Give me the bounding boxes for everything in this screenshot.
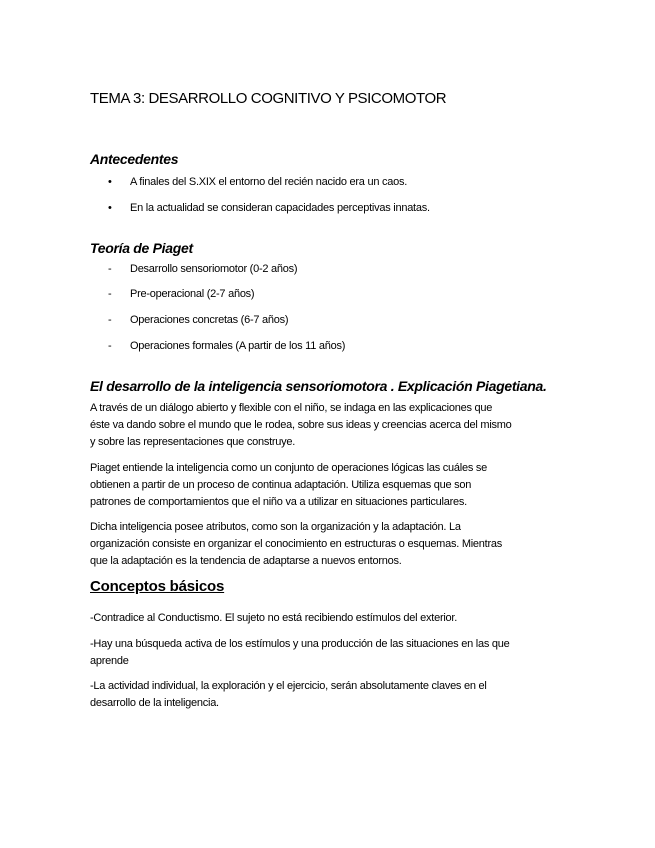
heading-inteligencia-sensoriomotora: El desarrollo de la inteligencia sensoriomotora . Explicación Piagetiana.: [90, 378, 547, 394]
paragraph-line: y sobre las representaciones que construye.: [90, 436, 296, 448]
paragraph-line: que la adaptación es la tendencia de adaptarse a nuevos entornos.: [90, 555, 402, 567]
list-item: [108, 176, 407, 188]
paragraph-line: éste va dando sobre el mundo que le rodea, sobre sus ideas y creencias acerca del mismo: [90, 419, 512, 431]
list-item-text: Desarrollo sensoriomotor (0-2 años): [130, 263, 298, 275]
heading-conceptos-basicos: Conceptos básicos: [90, 578, 225, 595]
list-item: [108, 314, 288, 326]
paragraph-line: -Hay una búsqueda activa de los estímulos y una producción de las situaciones en las que: [90, 638, 510, 650]
list-item: [108, 202, 430, 214]
paragraph-line: organización consiste en organizar el conocimiento en estructuras o esquemas. Mientras: [90, 538, 503, 550]
dash-marker: -: [108, 340, 112, 352]
dash-marker: -: [108, 314, 112, 326]
paragraph: [90, 636, 565, 670]
list-item: [108, 263, 297, 275]
paragraph-line: aprende: [90, 655, 129, 667]
list-item: [108, 288, 254, 300]
paragraph-line: -La actividad individual, la exploración y el ejercicio, serán absolutamente claves en el: [90, 680, 487, 692]
document-title: TEMA 3: DESARROLLO COGNITIVO Y PSICOMOTOR: [90, 90, 447, 107]
dash-marker: -: [108, 288, 112, 300]
heading-teoria-piaget: Teoría de Piaget: [90, 240, 193, 256]
paragraph-line: desarrollo de la inteligencia.: [90, 697, 219, 709]
list-item: [108, 340, 345, 352]
paragraph: [90, 610, 565, 627]
list-item-text: Pre-operacional (2-7 años): [130, 288, 255, 300]
bullet-marker: •: [108, 202, 112, 214]
list-item-text: Operaciones formales (A partir de los 11 años): [130, 340, 346, 352]
paragraph: [90, 460, 565, 511]
paragraph-line: A través de un diálogo abierto y flexible con el niño, se indaga en las explicaciones que: [90, 402, 493, 414]
paragraph-line: Dicha inteligencia posee atributos, como son la organización y la adaptación. La: [90, 521, 461, 533]
paragraph-line: patrones de comportamientos que el niño va a utilizar en situaciones particulares.: [90, 496, 467, 508]
paragraph-line: obtienen a partir de un proceso de continua adaptación. Utiliza esquemas que son: [90, 479, 472, 491]
paragraph: [90, 519, 565, 570]
list-item-text: Operaciones concretas (6-7 años): [130, 314, 289, 326]
paragraph-line: -Contradice al Conductismo. El sujeto no está recibiendo estímulos del exterior.: [90, 612, 458, 624]
paragraph-line: Piaget entiende la inteligencia como un conjunto de operaciones lógicas las cuáles se: [90, 462, 488, 474]
dash-marker: -: [108, 263, 112, 275]
heading-antecedentes: Antecedentes: [90, 151, 179, 167]
list-item-text: A finales del S.XIX el entorno del recién nacido era un caos.: [130, 176, 408, 188]
paragraph: [90, 400, 565, 451]
paragraph: [90, 678, 565, 712]
list-item-text: En la actualidad se consideran capacidades perceptivas innatas.: [130, 202, 430, 214]
bullet-marker: •: [108, 176, 112, 188]
